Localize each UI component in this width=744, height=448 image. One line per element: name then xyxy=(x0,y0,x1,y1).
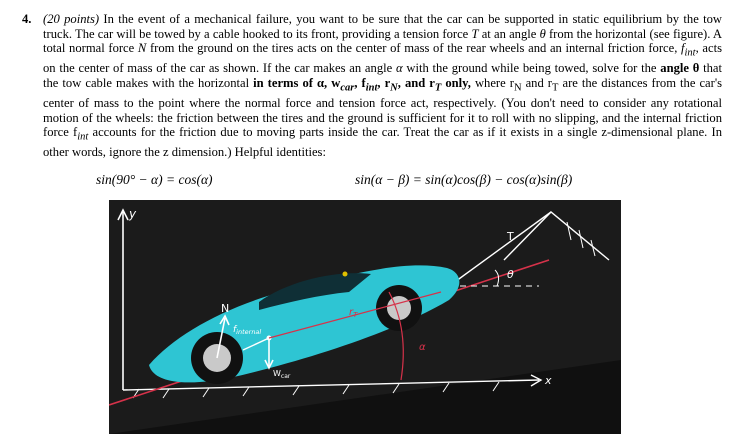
tension-label: T xyxy=(507,230,514,243)
figure-photo xyxy=(109,200,621,434)
alpha-label: α xyxy=(419,342,426,353)
identity-left: sin(90° − α) = cos(α) xyxy=(96,172,213,187)
problem-statement: (20 points) In the event of a mechanical failure, you want to be sure that the car can be supported in static equilibrium by the tow truck. The car will be towed by a cable hooked to its front, providing a tension force T at an angle θ from the horizontal (see figure). A total normal force N from the ground on the tires acts on the center of mass of the rear wheels and an internal friction force, $f_{int}$, acts on the center of mass of the car as shown. If the car makes an angle α with the ground while being towed, solve for the angle θ that the tow cable makes with the horizontal in terms of α, $w_{car}$, $f_{int}$, $r_N$, and $r_T$ only, where $r_N$ and $r_T$ are the distances from the car's center of mass to the point where the normal force and tension force act, respectively. (You don't need to consider any rotational motion of the wheels: the friction between the tires and the ground is sufficient for it to roll with no slipping, and the internal friction force $f_{int}$ accounts for the friction due to moving parts inside the car. Treat the car as if it exists in a single z-dimensional plane. In other words, ignore the z dimension.) Helpful identities: xyxy=(43,12,722,160)
figure-svg xyxy=(109,200,621,434)
theta-label: θ xyxy=(507,268,514,281)
y-axis-label: y xyxy=(129,207,137,221)
weight-label: $W_{car}$ xyxy=(273,369,291,380)
problem-points: (20 points) xyxy=(43,12,100,26)
friction-label: $f_{internal}$ xyxy=(233,325,262,336)
identity-right: sin(α − β) = sin(α)cos(β) − cos(α)sin(β) xyxy=(355,172,573,187)
problem-block xyxy=(22,12,722,160)
x-axis-label: x xyxy=(545,374,552,387)
problem-number: 4. xyxy=(22,12,32,26)
normal-force-label: N xyxy=(221,302,230,315)
rT-label: $r_T$ xyxy=(349,307,358,319)
ferrari-badge-icon xyxy=(343,272,348,277)
